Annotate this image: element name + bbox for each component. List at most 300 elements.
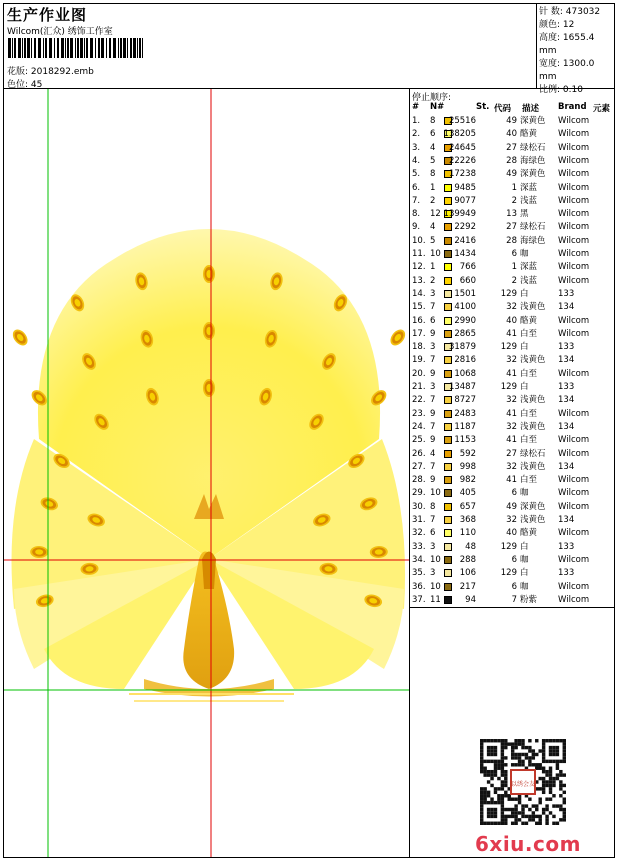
row-brand: Wilcom <box>558 528 590 539</box>
row-needle: 9 <box>430 435 436 446</box>
header-brand: Brand <box>558 102 587 112</box>
row-description: 白 <box>520 541 529 552</box>
row-needle: 1 <box>430 182 436 193</box>
row-stitches: 2292 <box>454 222 476 233</box>
barcode-bar <box>14 38 16 58</box>
color-swatch <box>444 303 452 311</box>
row-description: 绿松石 <box>520 222 546 233</box>
row-description: 浅黄色 <box>520 461 546 472</box>
row-index: 19. <box>412 355 426 366</box>
barcode-bar <box>133 38 136 58</box>
row-description: 咖 <box>520 581 529 592</box>
barcode-bar <box>101 38 104 58</box>
row-code: 28 <box>506 235 517 246</box>
row-code: 1 <box>511 182 517 193</box>
row-brand: Wilcom <box>558 315 590 326</box>
row-index: 29. <box>412 488 426 499</box>
row-brand: 133 <box>558 541 575 552</box>
color-swatch <box>444 250 452 258</box>
barcode-bar <box>45 38 47 58</box>
row-stitches: 368 <box>459 515 476 525</box>
row-index: 28. <box>412 475 426 486</box>
row-code: 6 <box>511 488 517 499</box>
table-row <box>410 567 614 580</box>
barcode-bar <box>113 38 116 58</box>
color-swatch <box>444 184 452 192</box>
feather-eye <box>203 322 215 340</box>
barcode-bar <box>34 38 36 58</box>
row-stitches: 1153 <box>454 435 476 446</box>
header-description: 描述 <box>522 104 540 114</box>
row-code: 32 <box>506 302 517 313</box>
table-row <box>410 487 614 500</box>
row-stitches: 405 <box>459 488 476 499</box>
row-stitches: 17238 <box>448 169 476 180</box>
row-brand: Wilcom <box>558 448 590 459</box>
row-needle: 2 <box>430 195 436 206</box>
row-code: 41 <box>506 328 517 339</box>
row-stitches: 2483 <box>454 408 476 419</box>
row-brand: 134 <box>558 421 575 432</box>
stat-scale: 比例: 0.10 <box>539 85 583 95</box>
barcode-bar <box>86 38 88 58</box>
barcode-bar <box>70 38 73 58</box>
row-stitches: 2416 <box>454 235 476 246</box>
feather-eye <box>10 327 31 349</box>
table-row <box>410 381 614 394</box>
row-needle: 9 <box>430 408 436 419</box>
row-description: 海绿色 <box>520 235 546 246</box>
stat-height: 高度: 1655.4 mm <box>539 33 595 56</box>
row-stitches: 48 <box>465 541 476 552</box>
row-description: 浅黄色 <box>520 421 546 432</box>
barcode-bar <box>57 38 59 58</box>
row-code: 40 <box>506 129 517 140</box>
row-stitches: 766 <box>459 262 476 273</box>
row-index: 22. <box>412 395 426 406</box>
row-description: 深蓝 <box>520 182 538 193</box>
row-description: 浅黄色 <box>520 515 546 525</box>
color-swatch <box>444 569 452 577</box>
barcode-bar <box>118 38 119 58</box>
table-row <box>410 594 614 607</box>
row-brand: Wilcom <box>558 554 590 565</box>
table-header <box>410 102 614 114</box>
row-stitches: 25516 <box>448 116 476 126</box>
row-code: 40 <box>506 528 517 539</box>
row-description: 绿松石 <box>520 448 546 459</box>
row-code: 41 <box>506 368 517 379</box>
color-swatch <box>444 583 452 591</box>
color-swatch <box>444 596 452 604</box>
barcode-bar <box>61 38 64 58</box>
stat-stitches: 针 数: 473032 <box>539 7 601 17</box>
color-swatch <box>444 423 452 431</box>
row-stitches: 1434 <box>454 249 476 259</box>
table-row <box>410 155 614 168</box>
row-needle: 2 <box>430 275 436 286</box>
row-stitches: 1501 <box>454 288 476 299</box>
row-description: 白 <box>520 342 529 353</box>
color-swatch <box>444 503 452 511</box>
peacock-embroidery-image <box>4 89 410 857</box>
row-index: 20. <box>412 368 426 379</box>
row-description: 白至 <box>520 328 538 339</box>
row-brand: 134 <box>558 515 575 525</box>
table-row <box>410 221 614 234</box>
row-needle: 7 <box>430 461 436 472</box>
page-title: 生产作业图 <box>7 6 88 24</box>
row-brand: Wilcom <box>558 262 590 273</box>
row-needle: 9 <box>430 328 436 339</box>
row-stitches: 592 <box>459 448 476 459</box>
design-preview <box>4 89 410 857</box>
row-stitches: 138205 <box>443 129 476 140</box>
barcode-bar <box>130 38 132 58</box>
barcode-bar <box>127 38 128 58</box>
color-swatch <box>444 436 452 444</box>
table-row <box>410 421 614 434</box>
row-code: 32 <box>506 355 517 366</box>
table-row <box>410 554 614 567</box>
barcode-bar <box>139 38 141 58</box>
studio-name: Wilcom(汇众) 绣饰工作室 <box>7 27 113 37</box>
row-brand: 134 <box>558 395 575 406</box>
row-needle: 5 <box>430 235 436 246</box>
table-row <box>410 434 614 447</box>
row-brand: Wilcom <box>558 328 590 339</box>
row-stitches: 657 <box>459 501 476 512</box>
table-row <box>410 275 614 288</box>
row-description: 酪黄 <box>520 315 538 326</box>
row-stitches: 4100 <box>454 302 476 313</box>
row-stitches: 110 <box>459 528 476 539</box>
barcode-bar <box>95 38 96 58</box>
row-brand: Wilcom <box>558 169 590 180</box>
row-description: 白至 <box>520 435 538 446</box>
row-brand: 133 <box>558 382 575 392</box>
row-description: 酪黄 <box>520 129 538 140</box>
row-description: 浅黄色 <box>520 395 546 406</box>
row-code: 129 <box>500 342 517 353</box>
barcode-bar <box>65 38 66 58</box>
barcode-bar <box>90 38 93 58</box>
row-code: 41 <box>506 475 517 486</box>
row-description: 咖 <box>520 488 529 499</box>
table-row <box>410 354 614 367</box>
row-index: 27. <box>412 461 426 472</box>
header-stitches: St. <box>476 102 490 112</box>
row-brand: 134 <box>558 355 575 366</box>
row-description: 酪黄 <box>520 528 538 539</box>
color-swatch <box>444 450 452 458</box>
barcode-bar <box>120 38 122 58</box>
row-index: 32. <box>412 528 426 539</box>
row-index: 36. <box>412 581 426 592</box>
row-index: 10. <box>412 235 426 246</box>
barcode-bar <box>24 38 26 58</box>
color-positions-label: 色位: 45 <box>7 80 43 90</box>
color-swatch <box>444 317 452 325</box>
color-swatch <box>444 263 452 271</box>
row-index: 1. <box>412 116 421 126</box>
row-needle: 11 <box>430 594 441 605</box>
row-needle: 7 <box>430 421 436 432</box>
color-swatch <box>444 410 452 418</box>
row-needle: 7 <box>430 515 436 525</box>
barcode-bar <box>75 38 76 58</box>
stat-width: 宽度: 1300.0 mm <box>539 59 595 82</box>
row-description: 海绿色 <box>520 155 546 166</box>
row-code: 49 <box>506 169 517 180</box>
color-swatch <box>444 356 452 364</box>
row-brand: Wilcom <box>558 209 590 220</box>
design-file-label: 花版: 2018292.emb <box>7 67 94 77</box>
row-code: 27 <box>506 448 517 459</box>
row-description: 咖 <box>520 249 529 259</box>
row-brand: Wilcom <box>558 475 590 486</box>
row-index: 17. <box>412 328 426 339</box>
color-swatch <box>444 463 452 471</box>
row-needle: 7 <box>430 395 436 406</box>
table-row <box>410 195 614 208</box>
barcode-bar <box>142 38 143 58</box>
row-needle: 12 <box>430 209 441 220</box>
table-row <box>410 315 614 328</box>
row-brand: Wilcom <box>558 368 590 379</box>
row-brand: Wilcom <box>558 275 590 286</box>
row-description: 白至 <box>520 475 538 486</box>
row-brand: Wilcom <box>558 195 590 206</box>
row-description: 白 <box>520 288 529 299</box>
row-index: 26. <box>412 448 426 459</box>
header-element: 元素 <box>593 104 611 114</box>
row-stitches: 2865 <box>454 328 476 339</box>
table-row <box>410 408 614 421</box>
barcode-bar <box>54 38 55 58</box>
row-needle: 10 <box>430 488 441 499</box>
row-stitches: 288 <box>459 554 476 565</box>
row-stitches: 2990 <box>454 315 476 326</box>
row-stitches: 22226 <box>448 155 476 166</box>
row-index: 25. <box>412 435 426 446</box>
barcode-bar <box>18 38 21 58</box>
row-brand: Wilcom <box>558 501 590 512</box>
row-code: 32 <box>506 515 517 525</box>
row-description: 白 <box>520 568 529 579</box>
color-swatch <box>444 556 452 564</box>
row-code: 129 <box>500 382 517 392</box>
row-stitches: 217 <box>459 581 476 592</box>
row-needle: 8 <box>430 116 436 126</box>
feather-eye <box>203 265 215 283</box>
row-index: 16. <box>412 315 426 326</box>
row-description: 粉紫 <box>520 594 538 605</box>
row-brand: Wilcom <box>558 249 590 259</box>
barcode-bar <box>22 38 23 58</box>
color-swatch <box>444 197 452 205</box>
barcode-bar <box>8 38 11 58</box>
row-index: 2. <box>412 129 421 140</box>
barcode-bar <box>49 38 52 58</box>
row-description: 浅蓝 <box>520 195 538 206</box>
row-needle: 10 <box>430 554 441 565</box>
row-needle: 4 <box>430 448 436 459</box>
barcode-bar <box>67 38 69 58</box>
table-row <box>410 541 614 554</box>
row-index: 8. <box>412 209 421 220</box>
row-stitches: 982 <box>459 475 476 486</box>
row-code: 40 <box>506 315 517 326</box>
row-brand: 133 <box>558 288 575 299</box>
row-stitches: 660 <box>459 275 476 286</box>
row-brand: Wilcom <box>558 488 590 499</box>
row-needle: 6 <box>430 129 436 140</box>
row-needle: 3 <box>430 342 436 353</box>
color-swatch <box>444 396 452 404</box>
row-code: 6 <box>511 249 517 259</box>
row-brand: 134 <box>558 461 575 472</box>
table-row <box>410 328 614 341</box>
barcode-bar <box>12 38 13 58</box>
barcode-bar <box>98 38 100 58</box>
row-needle: 3 <box>430 382 436 392</box>
row-index: 13. <box>412 275 426 286</box>
color-swatch <box>444 529 452 537</box>
row-stitches: 2816 <box>454 355 476 366</box>
row-code: 6 <box>511 554 517 565</box>
row-needle: 1 <box>430 262 436 273</box>
table-row <box>410 368 614 381</box>
row-index: 3. <box>412 142 421 153</box>
row-index: 11. <box>412 249 426 259</box>
row-needle: 9 <box>430 368 436 379</box>
color-swatch <box>444 543 452 551</box>
feather-eye <box>203 379 215 397</box>
row-stitches: 8727 <box>454 395 476 406</box>
row-description: 深蓝 <box>520 262 538 273</box>
row-index: 31. <box>412 515 426 525</box>
row-index: 24. <box>412 421 426 432</box>
row-description: 黑 <box>520 209 529 220</box>
barcode-image <box>8 38 143 58</box>
row-stitches: 1068 <box>454 368 476 379</box>
stat-colors: 颜色: 12 <box>539 20 575 30</box>
row-code: 32 <box>506 421 517 432</box>
row-brand: Wilcom <box>558 116 590 126</box>
color-swatch <box>444 223 452 231</box>
row-brand: 133 <box>558 568 575 579</box>
row-needle: 9 <box>430 475 436 486</box>
row-brand: Wilcom <box>558 435 590 446</box>
row-stitches: 31879 <box>448 342 476 353</box>
row-description: 白至 <box>520 368 538 379</box>
row-description: 深黄色 <box>520 116 546 126</box>
row-stitches: 1187 <box>454 421 476 432</box>
row-needle: 3 <box>430 568 436 579</box>
table-row <box>410 208 614 221</box>
row-stitches: 13487 <box>448 382 476 392</box>
color-swatch <box>444 370 452 378</box>
row-brand: Wilcom <box>558 594 590 605</box>
barcode-bar <box>38 38 41 58</box>
qr-stamp-text: 以绣会友 <box>510 781 536 788</box>
table-row <box>410 581 614 594</box>
table-row <box>410 142 614 155</box>
row-index: 34. <box>412 554 426 565</box>
row-code: 7 <box>511 594 517 605</box>
row-description: 浅蓝 <box>520 275 538 286</box>
row-brand: Wilcom <box>558 155 590 166</box>
row-index: 23. <box>412 408 426 419</box>
color-swatch <box>444 330 452 338</box>
watermark-text: 6xiu.com <box>475 832 581 856</box>
row-description: 白 <box>520 382 529 392</box>
row-needle: 4 <box>430 222 436 233</box>
stop-order-title: 停止顺序: <box>412 93 452 103</box>
row-index: 21. <box>412 382 426 392</box>
table-row <box>410 288 614 301</box>
row-description: 深黄色 <box>520 501 546 512</box>
row-needle: 4 <box>430 142 436 153</box>
row-code: 41 <box>506 435 517 446</box>
feather-eye <box>387 327 408 349</box>
row-index: 18. <box>412 342 426 353</box>
row-code: 1 <box>511 262 517 273</box>
barcode-bar <box>27 38 30 58</box>
row-code: 32 <box>506 395 517 406</box>
table-row <box>410 527 614 540</box>
barcode-bar <box>106 38 107 58</box>
row-description: 浅黄色 <box>520 355 546 366</box>
row-code: 2 <box>511 195 517 206</box>
color-swatch <box>444 516 452 524</box>
row-code: 27 <box>506 222 517 233</box>
row-needle: 6 <box>430 528 436 539</box>
table-row <box>410 341 614 354</box>
row-stitches: 106 <box>459 568 476 579</box>
row-index: 14. <box>412 288 426 299</box>
thread-stop-table <box>410 89 614 608</box>
row-brand: Wilcom <box>558 182 590 193</box>
color-swatch <box>444 476 452 484</box>
row-code: 2 <box>511 275 517 286</box>
row-code: 41 <box>506 408 517 419</box>
row-code: 129 <box>500 568 517 579</box>
table-row <box>410 394 614 407</box>
row-brand: Wilcom <box>558 408 590 419</box>
row-code: 32 <box>506 461 517 472</box>
table-row <box>410 128 614 141</box>
row-code: 129 <box>500 541 517 552</box>
row-needle: 7 <box>430 355 436 366</box>
row-brand: Wilcom <box>558 235 590 246</box>
row-needle: 5 <box>430 155 436 166</box>
production-sheet <box>3 3 615 858</box>
row-index: 33. <box>412 541 426 552</box>
color-swatch <box>444 290 452 298</box>
row-brand: Wilcom <box>558 222 590 233</box>
barcode-bar <box>84 38 85 58</box>
row-needle: 8 <box>430 169 436 180</box>
row-index: 9. <box>412 222 421 233</box>
row-description: 绿松石 <box>520 142 546 153</box>
row-code: 49 <box>506 501 517 512</box>
row-needle: 10 <box>430 581 441 592</box>
color-swatch <box>444 277 452 285</box>
row-index: 35. <box>412 568 426 579</box>
color-swatch <box>444 489 452 497</box>
